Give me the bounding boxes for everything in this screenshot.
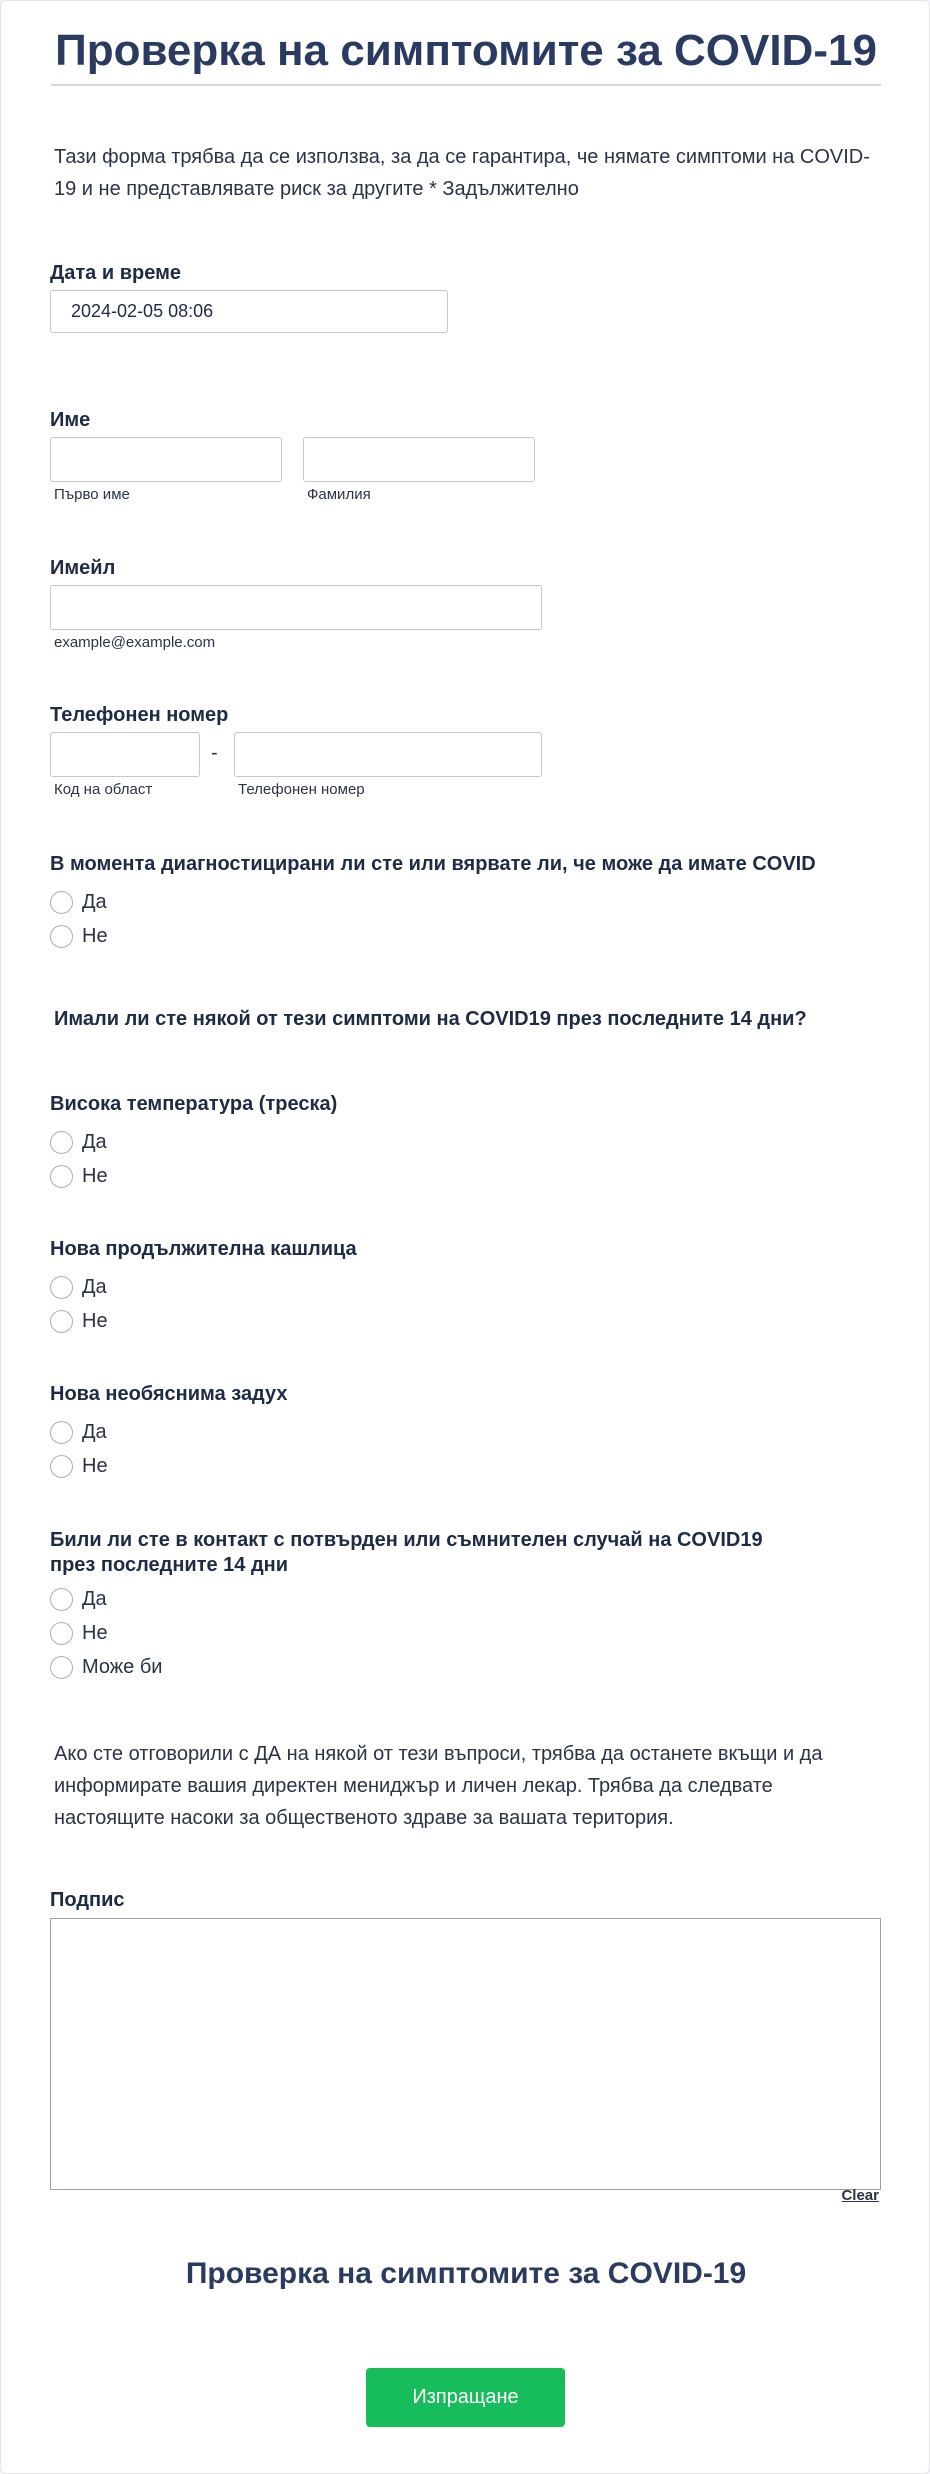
breath-option-yes[interactable]: Да	[50, 1421, 107, 1444]
first-name-input[interactable]	[50, 437, 282, 482]
name-label: Име	[50, 409, 91, 431]
area-code-sublabel: Код на област	[54, 781, 153, 798]
datetime-label: Дата и време	[50, 262, 181, 284]
phone-number-input[interactable]	[234, 732, 542, 777]
radio-circle[interactable]	[50, 1622, 73, 1645]
form-title: Проверка на симптомите за COVID-19	[55, 26, 877, 75]
first-name-sublabel: Първо име	[54, 486, 130, 503]
contact-option-yes[interactable]: Да	[50, 1588, 107, 1611]
diagnosed-question: В момента диагностицирани ли сте или вярвате ли, че може да имате COVID	[50, 853, 816, 875]
signature-pad[interactable]	[50, 1918, 881, 2190]
fever-question: Висока температура (треска)	[50, 1093, 338, 1115]
radio-circle[interactable]	[50, 1131, 73, 1154]
contact-option-no[interactable]: Не	[50, 1622, 108, 1645]
radio-circle[interactable]	[50, 1588, 73, 1611]
breath-option-no[interactable]: Не	[50, 1455, 108, 1478]
email-input[interactable]	[50, 585, 542, 630]
submit-button[interactable]: Изпращане	[366, 2368, 565, 2427]
last-name-input[interactable]	[303, 437, 535, 482]
phone-number-sublabel: Телефонен номер	[238, 781, 365, 798]
fever-option-no[interactable]: Не	[50, 1165, 108, 1188]
cough-option-yes[interactable]: Да	[50, 1276, 107, 1299]
breath-question: Нова необяснима задух	[50, 1383, 288, 1405]
fever-option-yes[interactable]: Да	[50, 1131, 107, 1154]
radio-circle[interactable]	[50, 925, 73, 948]
symptoms-heading: Имали ли сте някой от тези симптоми на COVID19 през последните 14 дни?	[54, 1008, 807, 1030]
advice-text: Ако сте отговорили с ДА на някой от тези въпроси, трябва да останете вкъщи и да информирате вашия директен мениджър и личен лекар. Трябва да следвате настоящите насоки за общественото здраве за вашата територия.	[54, 1743, 823, 1829]
radio-circle[interactable]	[50, 1310, 73, 1333]
contact-question: Били ли сте в контакт с потвърден или съмнителен случай на COVID19 през последните 14 дни	[50, 1529, 763, 1576]
cough-question: Нова продължителна кашлица	[50, 1238, 357, 1260]
area-code-input[interactable]	[50, 732, 200, 777]
contact-option-maybe[interactable]: Може би	[50, 1656, 162, 1679]
signature-label: Подпис	[50, 1889, 125, 1911]
diagnosed-option-no[interactable]: Не	[50, 925, 108, 948]
email-label: Имейл	[50, 557, 116, 579]
footer-title: Проверка на симптомите за COVID-19	[185, 2257, 747, 2290]
diagnosed-option-yes[interactable]: Да	[50, 891, 107, 914]
form-description: Тази форма трябва да се използва, за да се гарантира, че нямате симптоми на COVID-19 и не представлявате риск за другите * Задължително	[54, 146, 870, 200]
cough-option-no[interactable]: Не	[50, 1310, 108, 1333]
radio-circle[interactable]	[50, 1455, 73, 1478]
phone-label: Телефонен номер	[50, 704, 229, 726]
radio-circle[interactable]	[50, 891, 73, 914]
radio-circle[interactable]	[50, 1165, 73, 1188]
title-divider	[51, 84, 881, 86]
signature-clear-link[interactable]: Clear	[841, 2187, 879, 2204]
radio-circle[interactable]	[50, 1656, 73, 1679]
email-sublabel: example@example.com	[54, 634, 216, 651]
phone-separator: -	[211, 742, 218, 764]
datetime-input[interactable]: 2024-02-05 08:06	[50, 290, 448, 333]
radio-circle[interactable]	[50, 1276, 73, 1299]
last-name-sublabel: Фамилия	[307, 486, 371, 503]
radio-circle[interactable]	[50, 1421, 73, 1444]
